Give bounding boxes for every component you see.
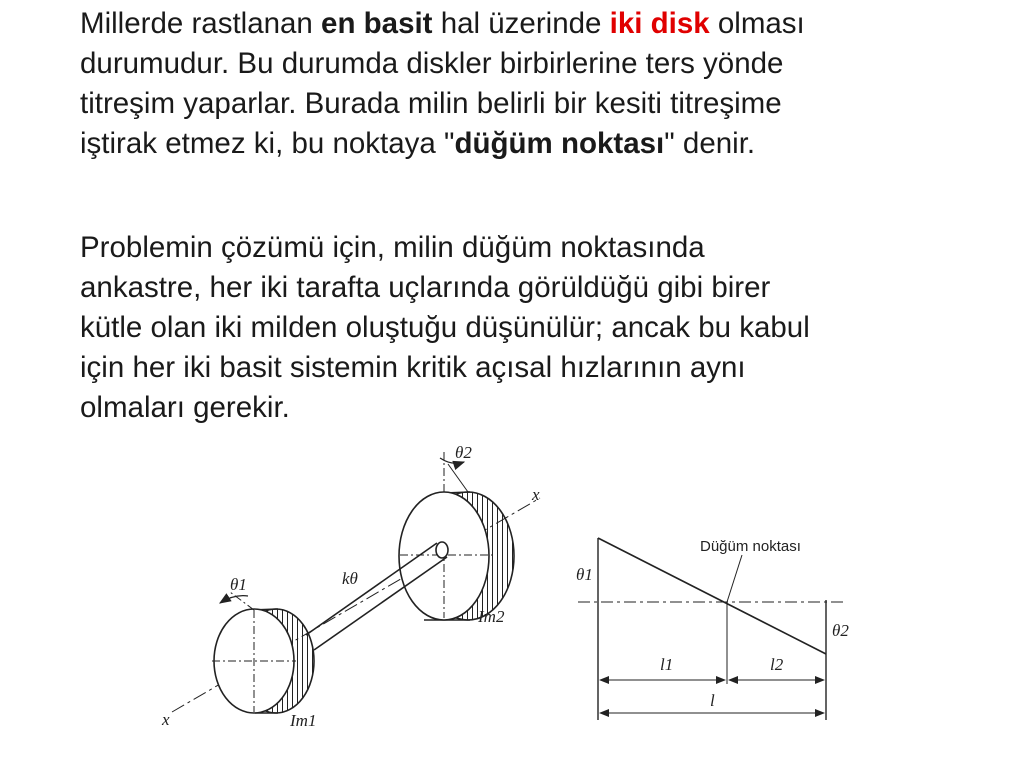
text-run: " denir. [664,127,756,160]
x-axis-label-top: x [532,485,540,504]
paragraph-problem-line-3: kütle olan iki milden oluştuğu düşünülür; ancak bu kabul [80,311,810,344]
text-run: olması [709,7,805,40]
right-theta1-label: θ1 [576,565,593,584]
text-run: hal üzerinde [432,7,610,40]
node-point-label: Düğüm noktası [700,538,801,555]
paragraph-problem-line-5: olmaları gerekir. [80,391,290,424]
paragraph-problem-line-4: için her iki basit sistemin kritik açısal hızlarının aynı [80,351,746,384]
bold-term-en-basit: en basit [321,7,433,40]
bold-term-dugum-noktasi: düğüm noktası [454,127,665,160]
paragraph-problem-line-1: Problemin çözümü için, milin düğüm noktasında [80,231,705,264]
text-run: iştirak etmez ki, bu noktaya " [80,127,455,160]
paragraph-intro-line-3: titreşim yaparlar. Burada milin belirli bir kesiti titreşime [80,87,782,120]
text-run: Millerde rastlanan [80,7,322,40]
spring-constant-label: kθ [342,569,358,588]
x-axis-label-bottom: x [162,710,170,729]
right-figure-labels [576,538,849,710]
l-label: l [710,691,715,710]
theta1-label: θ1 [230,575,247,594]
theta1-arrow [220,596,248,603]
theta2-label: θ2 [455,443,472,462]
right-theta2-label: θ2 [832,621,849,640]
paragraph-problem-line-2: ankastre, her iki tarafta uçlarında görüldüğü gibi birer [80,271,771,304]
paragraph-intro-line-2: durumudur. Bu durumda diskler birbirlerine ters yönde [80,47,784,80]
l2-label: l2 [770,655,784,674]
l1-label: l1 [660,655,674,674]
mode-shape-line [598,538,826,654]
disk-small [212,592,314,713]
inertia1-label: Im1 [290,711,317,730]
node-pointer-line [727,555,742,602]
inertia2-label: Im2 [478,607,505,626]
red-term-iki-disk: iki disk [609,7,710,40]
